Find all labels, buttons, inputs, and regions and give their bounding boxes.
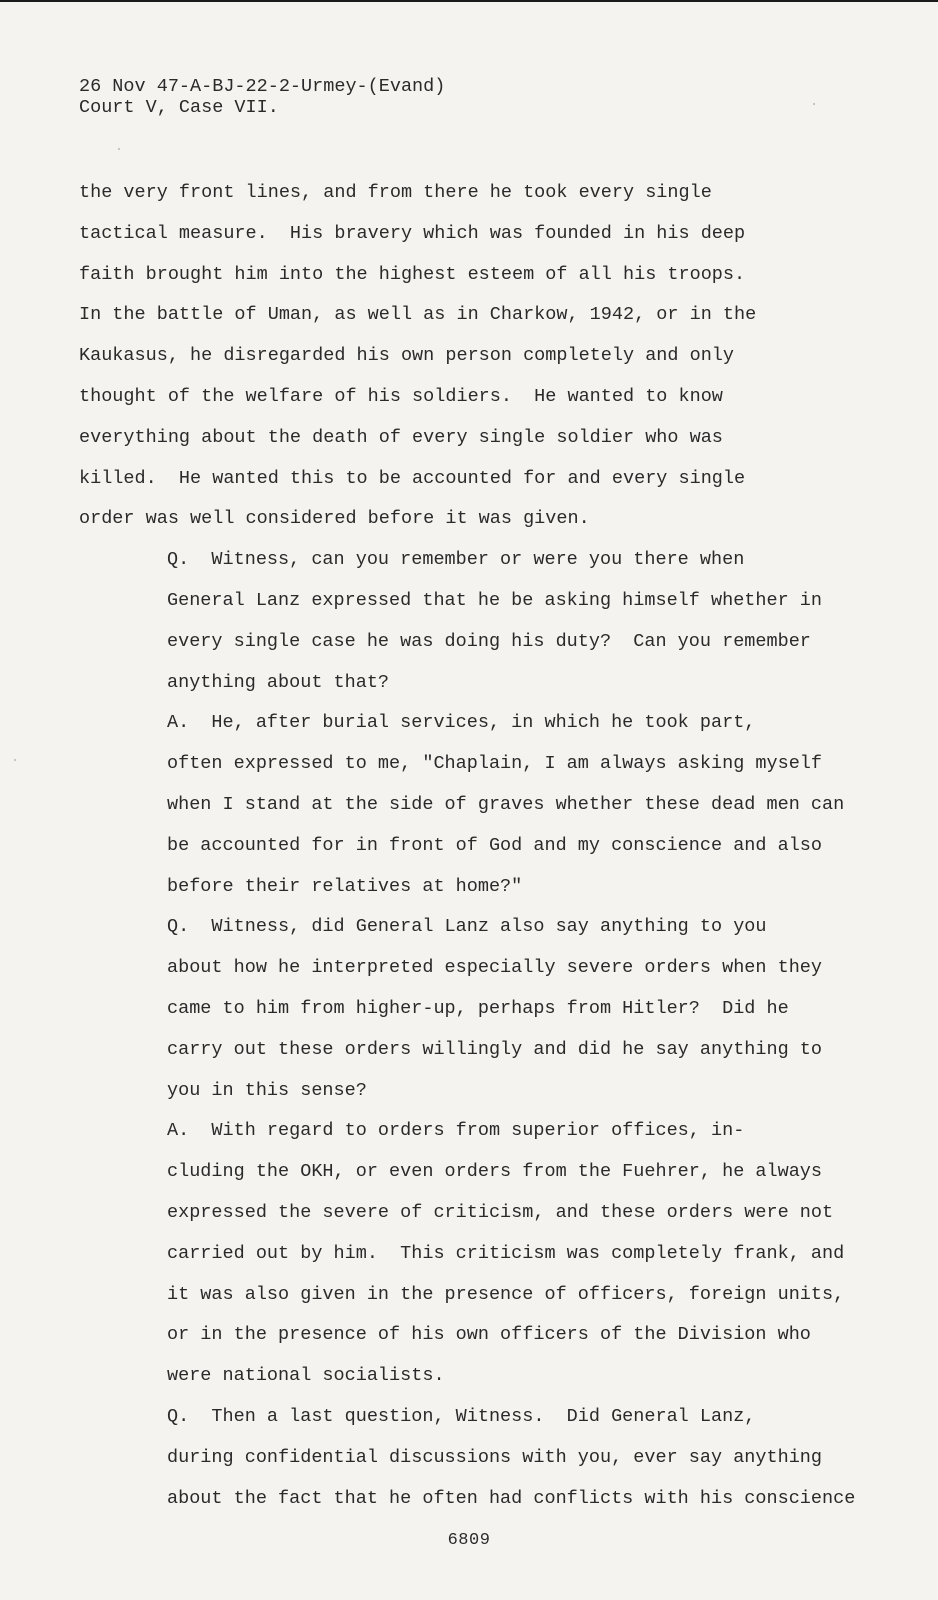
transcript-line: Q. Witness, can you remember or were you there when [167,549,745,571]
page-number: 6809 [447,1531,491,1550]
paper-speck [14,759,16,761]
transcript-paragraph [79,540,839,703]
transcript-line: be accounted for in front of God and my conscience and also [167,834,823,856]
document-header [79,76,445,118]
transcript-line: about the fact that he often had conflicts with his conscience [167,1487,856,1509]
transcript-line: Q. Then a last question, Witness. Did General Lanz, [167,1405,756,1427]
transcript-paragraph [79,1111,845,1397]
transcript-paragraph [79,703,845,907]
transcript-line: cluding the OKH, or even orders from the Fuehrer, he always [167,1161,823,1183]
transcript-line: General Lanz expressed that he be asking himself whether in [167,589,823,611]
transcript-line: expressed the severe of criticism, and these orders were not [167,1201,834,1223]
transcript-line: Q. Witness, did General Lanz also say anything to you [167,916,767,938]
transcript-line: or in the presence of his own officers of the Division who [167,1324,811,1346]
transcript-line: often expressed to me, "Chaplain, I am always asking myself [167,753,823,775]
transcript-line: A. He, after burial services, in which he took part, [167,712,756,734]
transcript-line: order was well considered before it was given. [79,508,590,530]
transcript-line: before their relatives at home?" [167,875,523,897]
transcript-line: In the battle of Uman, as well as in Charkow, 1942, or in the [79,304,757,326]
transcript-body [79,173,856,1519]
transcript-line: about how he interpreted especially severe orders when they [167,957,823,979]
transcript-paragraph [79,1397,856,1519]
transcript-line: the very front lines, and from there he took every single [79,182,712,203]
header-line-2: Court V, Case VII. [79,97,279,118]
transcript-line: carried out by him. This criticism was completely frank, and [167,1242,845,1264]
transcript-paragraph [79,907,839,1111]
transcript-line: everything about the death of every single soldier who was [79,426,723,448]
transcript-line: tactical measure. His bravery which was founded in his deep [79,222,746,244]
transcript-line: Kaukasus, he disregarded his own person completely and only [79,345,735,367]
transcript-line: were national socialists. [167,1365,445,1387]
header-line-1: 26 Nov 47-A-BJ-22-2-Urmey-(Evand) [79,76,446,97]
transcript-line: it was also given in the presence of officers, foreign units, [167,1283,845,1305]
transcript-line: when I stand at the side of graves whether these dead men can [167,793,845,815]
paper-speck [813,103,815,105]
transcript-line: you in this sense? [167,1079,367,1101]
transcript-line: anything about that? [167,671,390,693]
transcript-line: during confidential discussions with you, ever say anything [167,1446,823,1468]
transcript-line: every single case he was doing his duty? Can you remember [167,630,811,652]
paper-speck [118,148,120,150]
transcript-line: came to him from higher-up, perhaps from Hitler? Did he [167,997,789,1019]
transcript-line: killed. He wanted this to be accounted for and every single [79,467,746,489]
transcript-line: faith brought him into the highest esteem of all his troops. [79,263,746,285]
transcript-paragraph [79,173,839,540]
transcript-line: thought of the welfare of his soldiers. He wanted to know [79,385,723,407]
transcript-line: carry out these orders willingly and did he say anything to [167,1038,823,1060]
transcript-line: A. With regard to orders from superior offices, in- [167,1120,745,1142]
